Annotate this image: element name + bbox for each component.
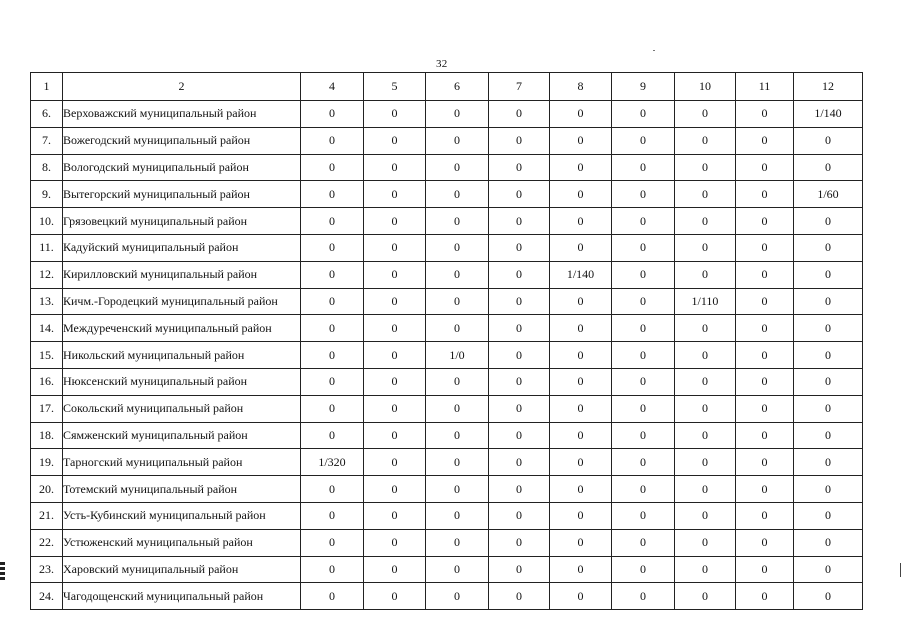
value-cell: 0 [550, 208, 612, 235]
value-cell: 0 [550, 368, 612, 395]
value-cell: 1/140 [794, 101, 863, 128]
value-cell: 0 [612, 234, 675, 261]
row-number: 20. [31, 476, 63, 503]
column-header: 8 [550, 73, 612, 101]
value-cell: 0 [364, 422, 426, 449]
row-number: 13. [31, 288, 63, 315]
district-name: Усть-Кубинский муниципальный район [63, 502, 301, 529]
column-header: 9 [612, 73, 675, 101]
value-cell: 0 [612, 101, 675, 128]
value-cell: 0 [794, 154, 863, 181]
value-cell: 0 [794, 422, 863, 449]
value-cell: 0 [550, 154, 612, 181]
value-cell: 0 [612, 288, 675, 315]
value-cell: 0 [489, 154, 550, 181]
district-name: Чагодощенский муниципальный район [63, 583, 301, 610]
value-cell: 0 [489, 502, 550, 529]
value-cell: 0 [736, 556, 794, 583]
value-cell: 0 [675, 342, 736, 369]
row-number: 23. [31, 556, 63, 583]
value-cell: 0 [364, 395, 426, 422]
district-name: Кирилловский муниципальный район [63, 261, 301, 288]
district-name: Устюженский муниципальный район [63, 529, 301, 556]
value-cell: 0 [364, 101, 426, 128]
value-cell: 0 [675, 556, 736, 583]
district-name: Кичм.-Городецкий муниципальный район [63, 288, 301, 315]
value-cell: 0 [550, 342, 612, 369]
value-cell: 0 [612, 181, 675, 208]
value-cell: 0 [301, 154, 364, 181]
column-header: 2 [63, 73, 301, 101]
district-name: Тотемский муниципальный район [63, 476, 301, 503]
value-cell: 0 [426, 127, 489, 154]
value-cell: 0 [364, 261, 426, 288]
value-cell: 0 [364, 127, 426, 154]
value-cell: 0 [550, 556, 612, 583]
table-row [31, 261, 863, 288]
row-number: 17. [31, 395, 63, 422]
value-cell: 0 [301, 101, 364, 128]
value-cell: 0 [426, 476, 489, 503]
value-cell: 0 [675, 261, 736, 288]
value-cell: 0 [426, 449, 489, 476]
value-cell: 0 [489, 368, 550, 395]
value-cell: 0 [426, 583, 489, 610]
table-row [31, 449, 863, 476]
value-cell: 0 [736, 127, 794, 154]
value-cell: 0 [489, 476, 550, 503]
table-row [31, 315, 863, 342]
value-cell: 1/140 [550, 261, 612, 288]
value-cell: 0 [736, 288, 794, 315]
value-cell: 0 [301, 368, 364, 395]
value-cell: 0 [489, 127, 550, 154]
value-cell: 0 [550, 101, 612, 128]
value-cell: 0 [489, 234, 550, 261]
table-row [31, 208, 863, 235]
district-name: Междуреченский муниципальный район [63, 315, 301, 342]
value-cell: 0 [489, 556, 550, 583]
value-cell: 0 [489, 208, 550, 235]
value-cell: 0 [301, 261, 364, 288]
value-cell: 0 [736, 342, 794, 369]
row-number: 9. [31, 181, 63, 208]
value-cell: 0 [489, 288, 550, 315]
page-number: 32 [436, 58, 448, 70]
value-cell: 0 [301, 288, 364, 315]
value-cell: 0 [675, 234, 736, 261]
value-cell: 0 [301, 502, 364, 529]
row-number: 16. [31, 368, 63, 395]
value-cell: 0 [550, 422, 612, 449]
value-cell: 0 [794, 395, 863, 422]
value-cell: 0 [675, 208, 736, 235]
value-cell: 0 [426, 502, 489, 529]
district-table [30, 72, 863, 610]
value-cell: 0 [364, 583, 426, 610]
value-cell: 0 [550, 315, 612, 342]
row-number: 8. [31, 154, 63, 181]
value-cell: 0 [612, 422, 675, 449]
value-cell: 0 [736, 315, 794, 342]
value-cell: 0 [675, 529, 736, 556]
district-name: Сокольский муниципальный район [63, 395, 301, 422]
value-cell: 0 [364, 529, 426, 556]
table-row [31, 127, 863, 154]
value-cell: 0 [301, 342, 364, 369]
district-name: Верховажский муниципальный район [63, 101, 301, 128]
value-cell: 0 [612, 529, 675, 556]
value-cell: 0 [426, 154, 489, 181]
value-cell: 0 [612, 154, 675, 181]
value-cell: 0 [364, 449, 426, 476]
value-cell: 0 [489, 261, 550, 288]
value-cell: 0 [675, 101, 736, 128]
value-cell: 0 [736, 395, 794, 422]
value-cell: 0 [675, 127, 736, 154]
value-cell: 0 [794, 127, 863, 154]
value-cell: 0 [364, 315, 426, 342]
value-cell: 0 [736, 449, 794, 476]
value-cell: 0 [794, 583, 863, 610]
value-cell: 0 [794, 502, 863, 529]
value-cell: 0 [794, 368, 863, 395]
value-cell: 0 [550, 449, 612, 476]
column-header: 4 [301, 73, 364, 101]
value-cell: 0 [426, 181, 489, 208]
value-cell: 0 [426, 529, 489, 556]
value-cell: 0 [364, 154, 426, 181]
value-cell: 0 [301, 208, 364, 235]
value-cell: 0 [426, 234, 489, 261]
value-cell: 0 [612, 502, 675, 529]
table-row [31, 234, 863, 261]
value-cell: 0 [364, 476, 426, 503]
value-cell: 0 [301, 395, 364, 422]
table-row [31, 342, 863, 369]
value-cell: 0 [550, 502, 612, 529]
value-cell: 0 [426, 422, 489, 449]
table-row [31, 556, 863, 583]
value-cell: 0 [489, 101, 550, 128]
table-row [31, 154, 863, 181]
value-cell: 0 [736, 502, 794, 529]
table-row [31, 502, 863, 529]
column-header: 12 [794, 73, 863, 101]
value-cell: 0 [736, 368, 794, 395]
district-name: Сямженский муниципальный район [63, 422, 301, 449]
value-cell: 0 [426, 261, 489, 288]
value-cell: 0 [794, 288, 863, 315]
value-cell: 0 [794, 556, 863, 583]
value-cell: 0 [301, 422, 364, 449]
value-cell: 0 [301, 583, 364, 610]
value-cell: 0 [489, 315, 550, 342]
district-name: Вожегодский муниципальный район [63, 127, 301, 154]
value-cell: 0 [364, 556, 426, 583]
value-cell: 0 [364, 288, 426, 315]
district-name: Харовский муниципальный район [63, 556, 301, 583]
value-cell: 0 [675, 395, 736, 422]
value-cell: 0 [364, 502, 426, 529]
value-cell: 1/60 [794, 181, 863, 208]
value-cell: 0 [736, 261, 794, 288]
value-cell: 0 [364, 342, 426, 369]
column-header: 10 [675, 73, 736, 101]
row-number: 10. [31, 208, 63, 235]
row-number: 19. [31, 449, 63, 476]
value-cell: 0 [550, 583, 612, 610]
value-cell: 1/110 [675, 288, 736, 315]
value-cell: 0 [675, 502, 736, 529]
value-cell: 0 [612, 208, 675, 235]
table-row [31, 368, 863, 395]
value-cell: 0 [675, 583, 736, 610]
value-cell: 0 [794, 315, 863, 342]
value-cell: 0 [301, 234, 364, 261]
value-cell: 0 [426, 101, 489, 128]
table-header-row [31, 73, 863, 101]
value-cell: 0 [612, 395, 675, 422]
value-cell: 0 [489, 422, 550, 449]
table-row [31, 422, 863, 449]
value-cell: 0 [301, 127, 364, 154]
value-cell: 0 [612, 476, 675, 503]
value-cell: 0 [736, 422, 794, 449]
scan-edge-mark-left [0, 562, 5, 582]
value-cell: 0 [364, 181, 426, 208]
district-name: Вологодский муниципальный район [63, 154, 301, 181]
value-cell: 0 [612, 261, 675, 288]
value-cell: 0 [426, 395, 489, 422]
value-cell: 0 [301, 529, 364, 556]
value-cell: 0 [426, 208, 489, 235]
value-cell: 0 [426, 556, 489, 583]
column-header: 11 [736, 73, 794, 101]
value-cell: 0 [550, 181, 612, 208]
table-row [31, 529, 863, 556]
value-cell: 0 [794, 342, 863, 369]
value-cell: 0 [612, 315, 675, 342]
value-cell: 0 [364, 234, 426, 261]
value-cell: 0 [426, 315, 489, 342]
value-cell: 0 [675, 154, 736, 181]
column-header: 7 [489, 73, 550, 101]
value-cell: 0 [794, 261, 863, 288]
row-number: 11. [31, 234, 63, 261]
value-cell: 0 [550, 234, 612, 261]
row-number: 24. [31, 583, 63, 610]
value-cell: 0 [794, 234, 863, 261]
value-cell: 0 [301, 315, 364, 342]
row-number: 6. [31, 101, 63, 128]
value-cell: 0 [675, 181, 736, 208]
table-row [31, 288, 863, 315]
table-row [31, 583, 863, 610]
value-cell: 0 [675, 449, 736, 476]
table-row [31, 181, 863, 208]
value-cell: 0 [301, 181, 364, 208]
value-cell: 0 [675, 422, 736, 449]
value-cell: 0 [612, 583, 675, 610]
column-header: 6 [426, 73, 489, 101]
district-name: Нюксенский муниципальный район [63, 368, 301, 395]
value-cell: 0 [489, 583, 550, 610]
value-cell: 0 [489, 395, 550, 422]
column-header: 1 [31, 73, 63, 101]
value-cell: 0 [364, 368, 426, 395]
value-cell: 0 [736, 583, 794, 610]
table-row [31, 101, 863, 128]
value-cell: 0 [612, 127, 675, 154]
value-cell: 0 [675, 368, 736, 395]
value-cell: 0 [736, 154, 794, 181]
table-row [31, 476, 863, 503]
value-cell: 0 [736, 101, 794, 128]
row-number: 18. [31, 422, 63, 449]
row-number: 21. [31, 502, 63, 529]
value-cell: 0 [736, 181, 794, 208]
value-cell: 0 [794, 529, 863, 556]
value-cell: 0 [794, 208, 863, 235]
value-cell: 0 [426, 288, 489, 315]
value-cell: 0 [550, 127, 612, 154]
value-cell: 1/320 [301, 449, 364, 476]
value-cell: 0 [550, 395, 612, 422]
value-cell: 1/0 [426, 342, 489, 369]
value-cell: 0 [675, 476, 736, 503]
value-cell: 0 [736, 208, 794, 235]
value-cell: 0 [550, 288, 612, 315]
value-cell: 0 [364, 208, 426, 235]
district-name: Грязовецкий муниципальный район [63, 208, 301, 235]
district-name: Тарногский муниципальный район [63, 449, 301, 476]
value-cell: 0 [794, 449, 863, 476]
table-row [31, 395, 863, 422]
value-cell: 0 [794, 476, 863, 503]
value-cell: 0 [426, 368, 489, 395]
scan-edge-mark-right [900, 563, 901, 577]
district-name: Никольский муниципальный район [63, 342, 301, 369]
district-name: Вытегорский муниципальный район [63, 181, 301, 208]
value-cell: 0 [675, 315, 736, 342]
row-number: 7. [31, 127, 63, 154]
value-cell: 0 [301, 556, 364, 583]
value-cell: 0 [550, 476, 612, 503]
value-cell: 0 [736, 476, 794, 503]
row-number: 14. [31, 315, 63, 342]
row-number: 12. [31, 261, 63, 288]
column-header: 5 [364, 73, 426, 101]
row-number: 15. [31, 342, 63, 369]
value-cell: 0 [612, 449, 675, 476]
value-cell: 0 [736, 529, 794, 556]
district-name: Кадуйский муниципальный район [63, 234, 301, 261]
value-cell: 0 [489, 529, 550, 556]
value-cell: 0 [489, 342, 550, 369]
value-cell: 0 [489, 449, 550, 476]
value-cell: 0 [612, 368, 675, 395]
value-cell: 0 [736, 234, 794, 261]
row-number: 22. [31, 529, 63, 556]
scan-speck [653, 50, 655, 51]
value-cell: 0 [301, 476, 364, 503]
value-cell: 0 [612, 342, 675, 369]
value-cell: 0 [550, 529, 612, 556]
value-cell: 0 [489, 181, 550, 208]
value-cell: 0 [612, 556, 675, 583]
